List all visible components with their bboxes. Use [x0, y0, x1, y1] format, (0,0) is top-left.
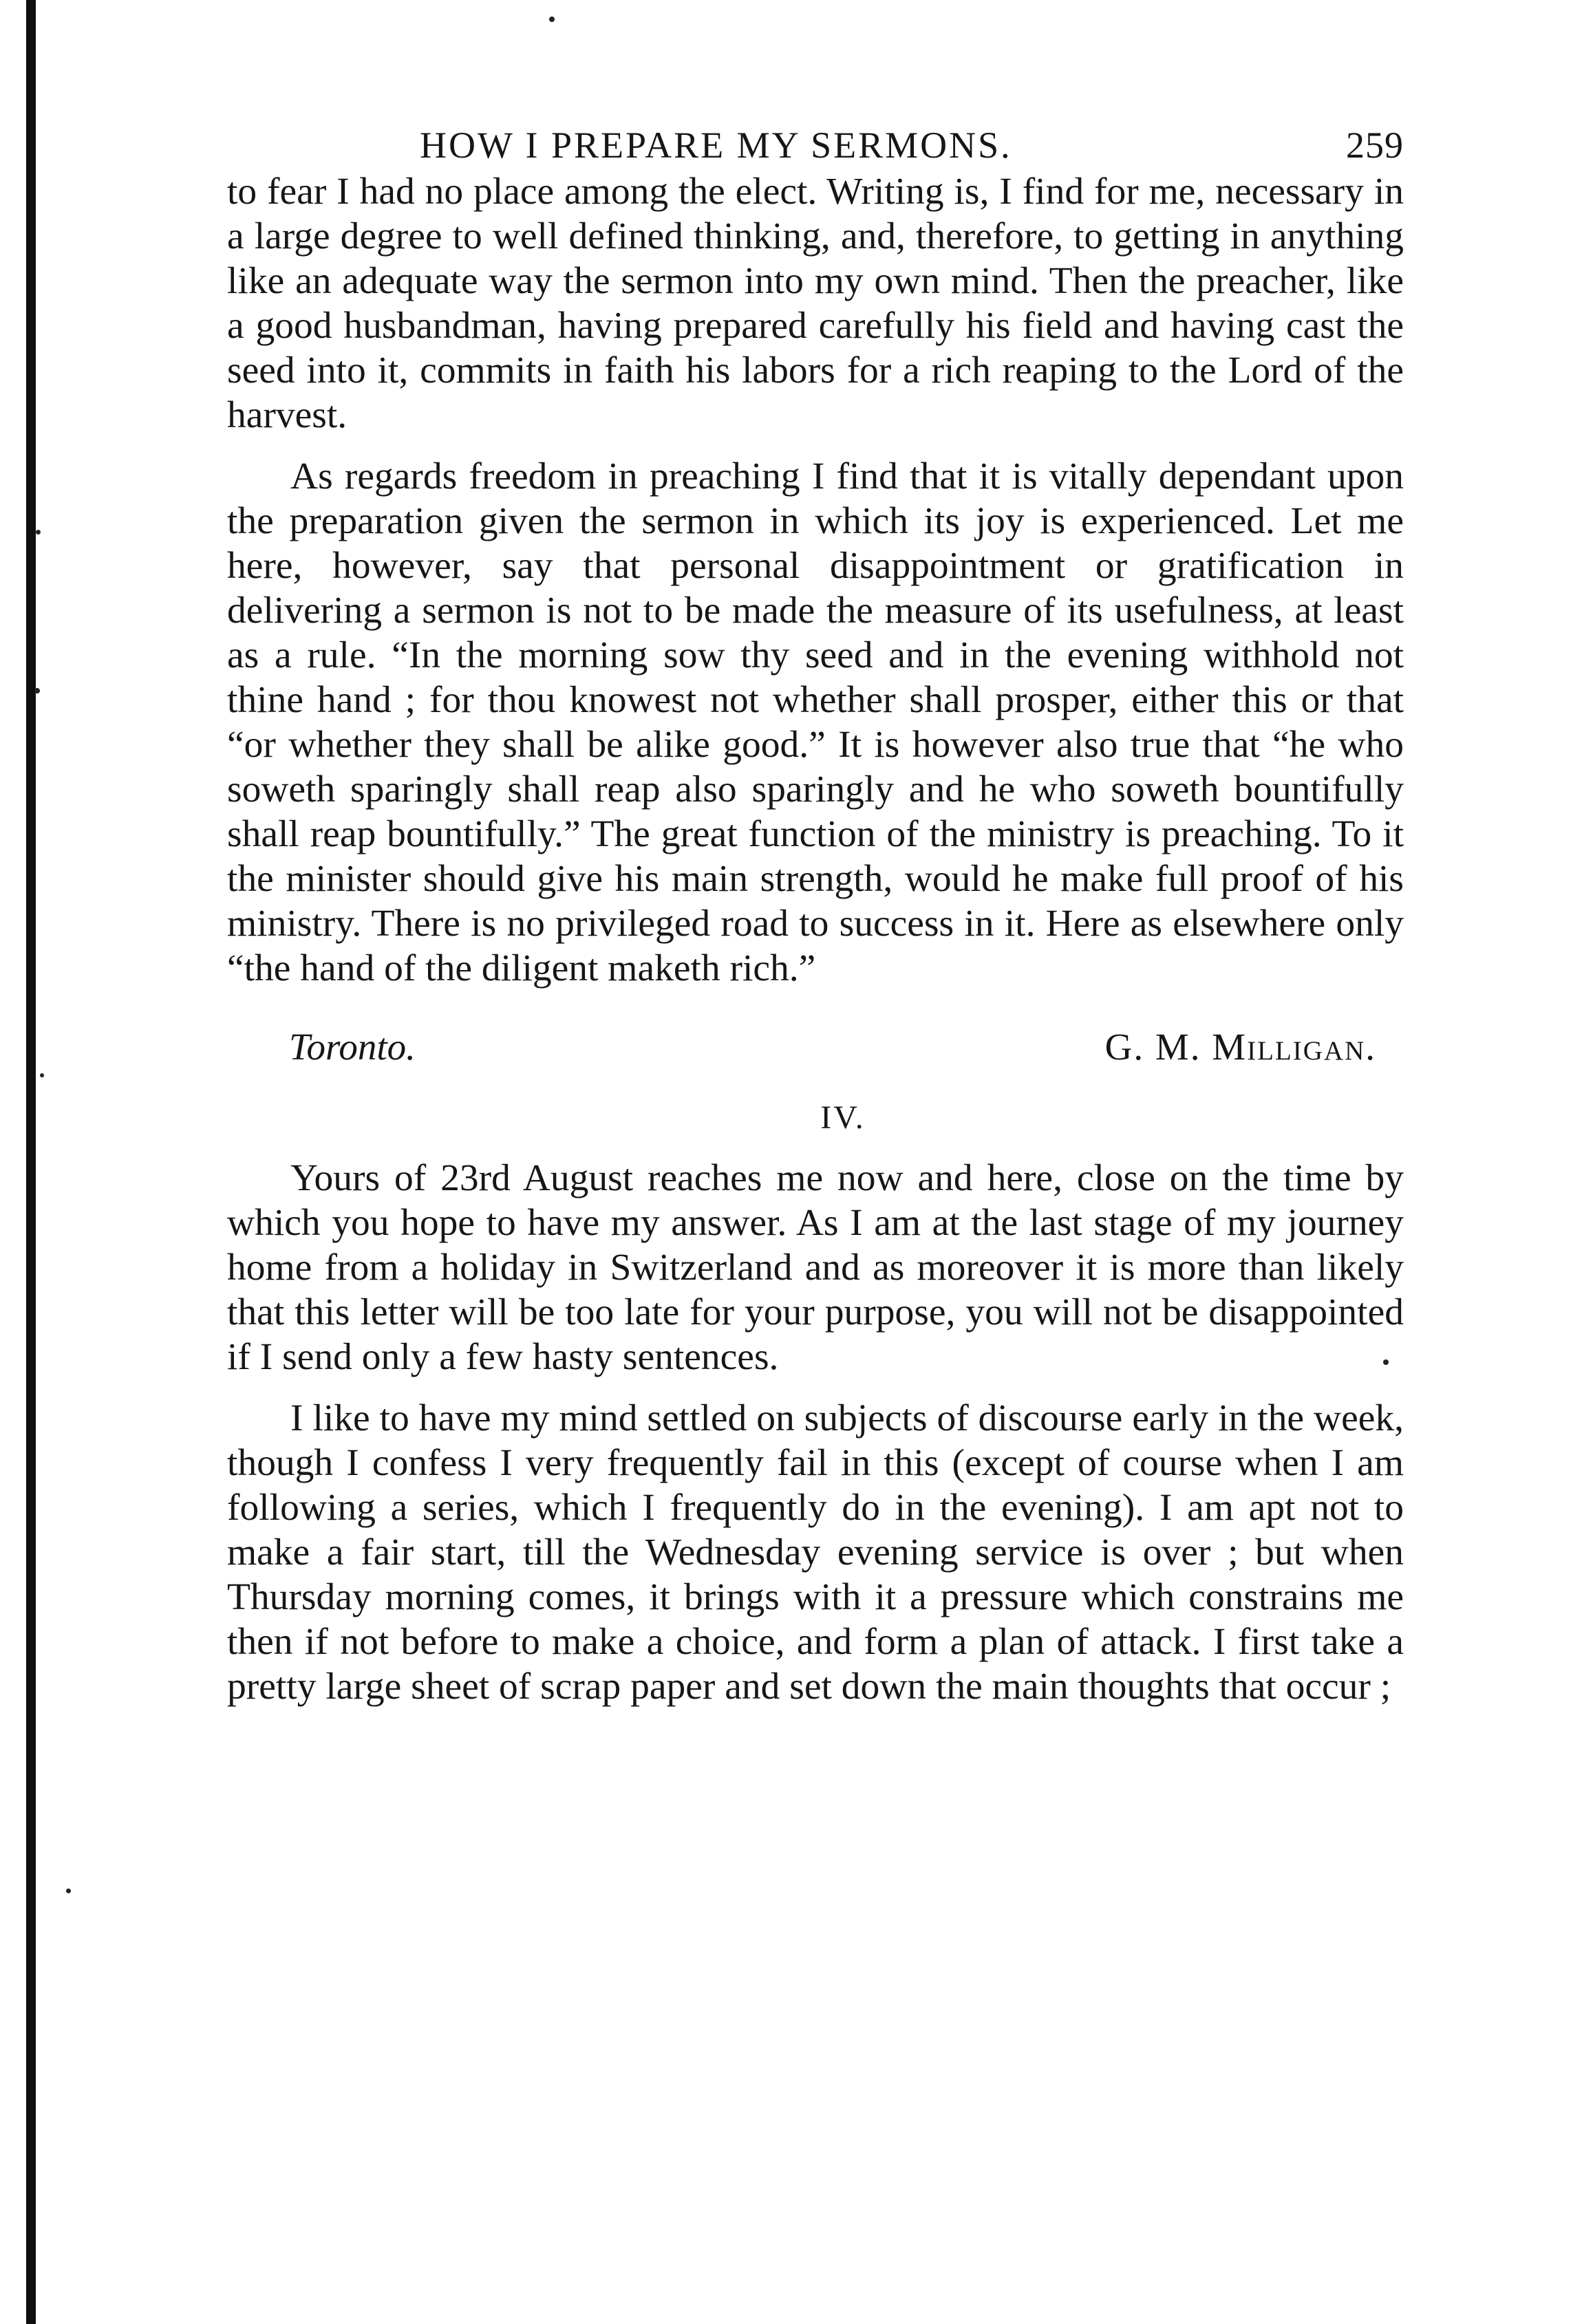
binding-edge: [26, 0, 36, 2324]
book-page: [227, 103, 1404, 1709]
signature-place: Toronto.: [289, 1026, 416, 1068]
paragraph: Yours of 23rd August reaches me now and here, close on the time by which you hope to have my answer. As I am at the last stage of my journey home from a holiday in Switzerland and as moreover it is more than likely that this letter will be too late for your purpose, you will not be disappointed if I send only a few hasty sentences.: [227, 1157, 1404, 1378]
scan-speck: [40, 1073, 44, 1077]
scan-speck: [66, 1889, 71, 1893]
paragraph: As regards freedom in preaching I find that it is vitally dependant upon the preparation given the sermon in which its joy is experienced. Let me here, however, say that personal disappointment or gratification in delivering a sermon is not to be made the measure of its usefulness, at least as a rule. “In the morning sow thy seed and in the evening withhold not thine hand ; for thou knowest not whether shall prosper, either this or that “or whether they shall be alike good.” It is however also true that “he who soweth sparingly shall reap also sparingly and he who soweth bountifully shall reap bountifully.” The great function of the ministry is preaching. To it the minister should give his main strength, would he make full proof of his ministry. There is no privileged road to success in it. Here as elsewhere only “the hand of the diligent maketh rich.”: [227, 455, 1404, 989]
scan-speck: [549, 17, 555, 22]
running-title: HOW I PREPARE MY SERMONS.: [420, 125, 1012, 166]
paragraph: I like to have my mind settled on subjects of discourse early in the week, though I confess I very frequently fail in this (except of course when I am following a series, which I frequently do in the evening). I am apt not to make a fair start, till the Wednesday evening service is over ; but when Thursday morning comes, it brings with it a pressure which constrains me then if not before to make a choice, and form a plan of attack. I first take a pretty large sheet of scrap paper and set down the main thoughts that occur ;: [227, 1397, 1404, 1708]
scan-speck: [36, 530, 41, 535]
scan-speck: [34, 688, 40, 693]
running-head: [227, 103, 1404, 169]
signature-line: [227, 991, 1404, 1080]
paragraph-continued: to fear I had no place among the elect. Writing is, I find for me, necessary in a large degree to well defined thinking, and, therefore, to getting in anything like an adequate way the sermon into my own mind. Then the preacher, like a good husbandman, having prepared carefully his field and having cast the seed into it, commits in faith his labors for a rich reaping to the Lord of the harvest.: [227, 171, 1404, 436]
page-number: 259: [1346, 125, 1404, 166]
section-numeral: IV.: [820, 1099, 866, 1136]
signature-author: G. M. Milligan.: [1104, 1026, 1376, 1068]
